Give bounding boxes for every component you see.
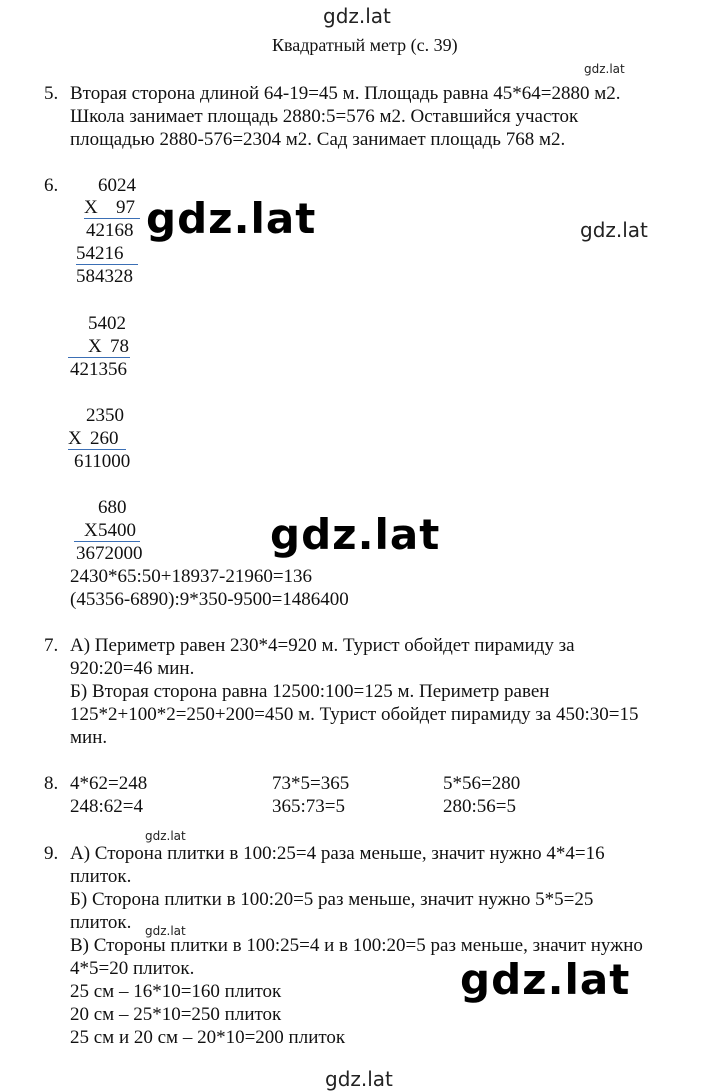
calc-operator: Х [84, 520, 98, 541]
calc-multiplicand: 6024 [98, 175, 136, 196]
task9-line: 4*5=20 плиток. [70, 958, 195, 979]
equation: 280:56=5 [443, 796, 516, 817]
task9-line: А) Сторона плитки в 100:25=4 раза меньше, значит нужно 4*4=16 [70, 843, 605, 864]
task-number: 8. [44, 773, 59, 794]
task9-line: 25 см и 20 см – 20*10=200 плиток [70, 1027, 346, 1048]
task-number: 6. [44, 175, 59, 196]
task9-line: плиток. [70, 912, 132, 933]
calc-result: 611000 [74, 451, 131, 472]
task-number: 5. [44, 83, 59, 104]
task5-line: площадью 2880-576=2304 м2. Сад занимает площадь 768 м2. [70, 129, 566, 150]
calc-operator: Х [84, 197, 98, 218]
task9-line: плиток. [70, 866, 132, 887]
watermark-small: gdz.lat [584, 62, 625, 76]
watermark-large: gdz.lat [146, 194, 317, 243]
calc-multiplicand: 5402 [88, 313, 126, 334]
task-number: 9. [44, 843, 59, 864]
task7-line: 125*2+100*2=250+200=450 м. Турист обойдет пирамиду за 450:30=15 [70, 704, 639, 725]
calc-result: 3672000 [76, 543, 143, 564]
equation: 4*62=248 [70, 773, 148, 794]
calc-multiplicand: 2350 [86, 405, 124, 426]
watermark-small: gdz.lat [145, 829, 186, 843]
expression: 2430*65:50+18937-21960=136 [70, 566, 313, 587]
expression: (45356-6890):9*350-9500=1486400 [70, 589, 349, 610]
watermark-bottom: gdz.lat [325, 1067, 393, 1091]
watermark-large: gdz.lat [270, 510, 441, 559]
calc-partial-product: 54216 [76, 243, 124, 264]
calc-partial-product: 42168 [86, 220, 134, 241]
calc-multiplier: 260 [90, 428, 119, 449]
task9-line: 20 см – 25*10=250 плиток [70, 1004, 282, 1025]
task9-line: Б) Сторона плитки в 100:20=5 раз меньше, значит нужно 5*5=25 [70, 889, 594, 910]
task5-line: Школа занимает площадь 2880:5=576 м2. Оставшийся участок [70, 106, 579, 127]
task9-line: В) Стороны плитки в 100:25=4 и в 100:20=5 раз меньше, значит нужно [70, 935, 643, 956]
watermark-large: gdz.lat [460, 955, 631, 1004]
task7-line: А) Периметр равен 230*4=920 м. Турист обойдет пирамиду за [70, 635, 575, 656]
task5-line: Вторая сторона длиной 64-19=45 м. Площадь равна 45*64=2880 м2. [70, 83, 621, 104]
watermark-right: gdz.lat [580, 218, 648, 242]
calc-operator: Х [88, 336, 102, 357]
watermark-small: gdz.lat [145, 924, 186, 938]
calc-multiplier: 5400 [98, 520, 136, 541]
task9-line: 25 см – 16*10=160 плиток [70, 981, 282, 1002]
equation: 248:62=4 [70, 796, 143, 817]
equation: 5*56=280 [443, 773, 521, 794]
watermark-top: gdz.lat [323, 4, 391, 28]
calc-multiplier: 78 [110, 336, 129, 357]
equation: 73*5=365 [272, 773, 350, 794]
equation: 365:73=5 [272, 796, 345, 817]
calc-multiplicand: 680 [98, 497, 127, 518]
calc-result: 584328 [76, 266, 133, 287]
task7-line: 920:20=46 мин. [70, 658, 195, 679]
calc-result: 421356 [70, 359, 127, 380]
task-number: 7. [44, 635, 59, 656]
task7-line: мин. [70, 727, 108, 748]
calc-multiplier: 97 [116, 197, 135, 218]
page-title: Квадратный метр (с. 39) [272, 35, 458, 55]
calc-operator: Х [68, 428, 82, 449]
task7-line: Б) Вторая сторона равна 12500:100=125 м. Периметр равен [70, 681, 550, 702]
